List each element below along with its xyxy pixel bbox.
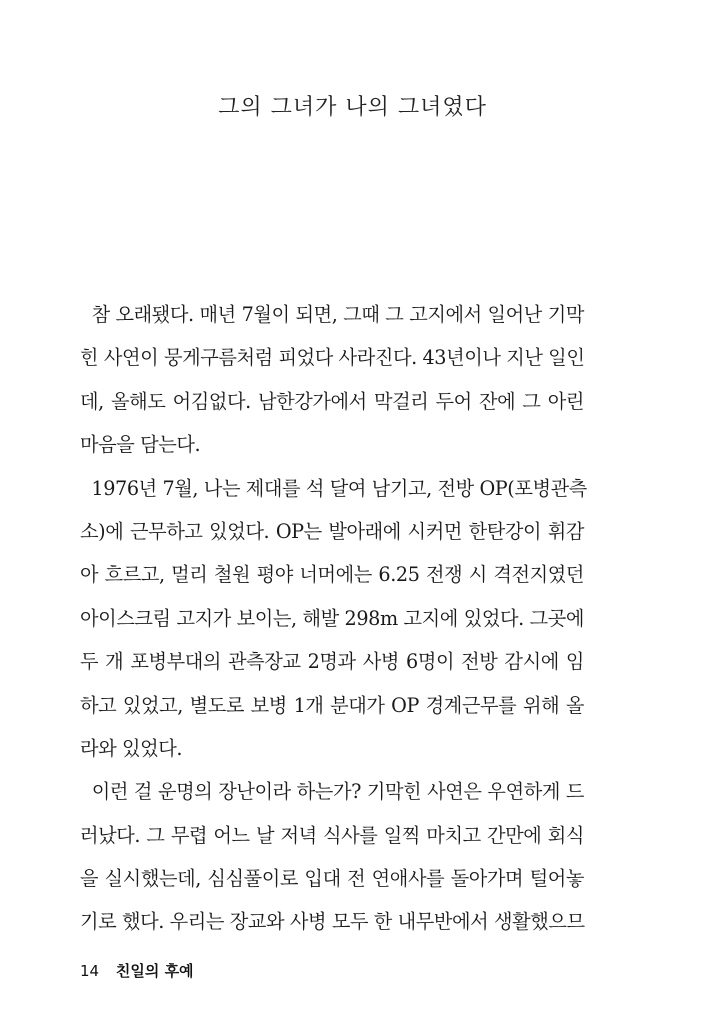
text-line: 힌 사연이 뭉게구름처럼 피었다 사라진다. 43년이나 지난 일인 xyxy=(80,346,585,370)
chapter-title: 그의 그녀가 나의 그녀였다 xyxy=(218,95,487,120)
text-line: 마음을 담는다. xyxy=(80,433,201,457)
text-line: 을 실시했는데, 심심풀이로 입대 전 연애사를 돌아가며 털어놓 xyxy=(80,867,584,891)
body-text xyxy=(80,293,587,944)
text-line: 데, 올해도 어김없다. 남한강가에서 막걸리 두어 잔에 그 아린 xyxy=(80,389,584,413)
text-line: 러났다. 그 무렵 어느 날 저녁 식사를 일찍 마치고 간만에 회식 xyxy=(80,823,584,847)
text-line: 아이스크림 고지가 보이는, 해발 298m 고지에 있었다. 그곳에 xyxy=(80,606,584,630)
text-line: 기로 했다. 우리는 장교와 사병 모두 한 내무반에서 생활했으므 xyxy=(80,910,585,934)
text-line: 1976년 7월, 나는 제대를 석 달여 남기고, 전방 OP(포병관측 xyxy=(80,476,587,500)
text-line: 아 흐르고, 멀리 철원 평야 너머에는 6.25 전쟁 시 격전지였던 xyxy=(80,563,584,587)
text-line: 라와 있었다. xyxy=(80,736,183,760)
text-line: 소)에 근무하고 있었다. OP는 발아래에 시커먼 한탄강이 휘감 xyxy=(80,519,584,543)
text-line: 참 오래됐다. 매년 7월이 되면, 그때 그 고지에서 일어난 기막 xyxy=(80,303,584,326)
text-line: 하고 있었고, 별도로 보병 1개 분대가 OP 경계근무를 위해 올 xyxy=(80,693,584,717)
page-number: 14 xyxy=(80,962,100,980)
page-footer xyxy=(80,960,194,981)
text-line: 이런 걸 운명의 장난이라 하는가? 기막힌 사연은 우연하게 드 xyxy=(80,780,584,804)
book-title: 친일의 후예 xyxy=(115,962,194,980)
text-line: 두 개 포병부대의 관측장교 2명과 사병 6명이 전방 감시에 임 xyxy=(80,650,584,674)
